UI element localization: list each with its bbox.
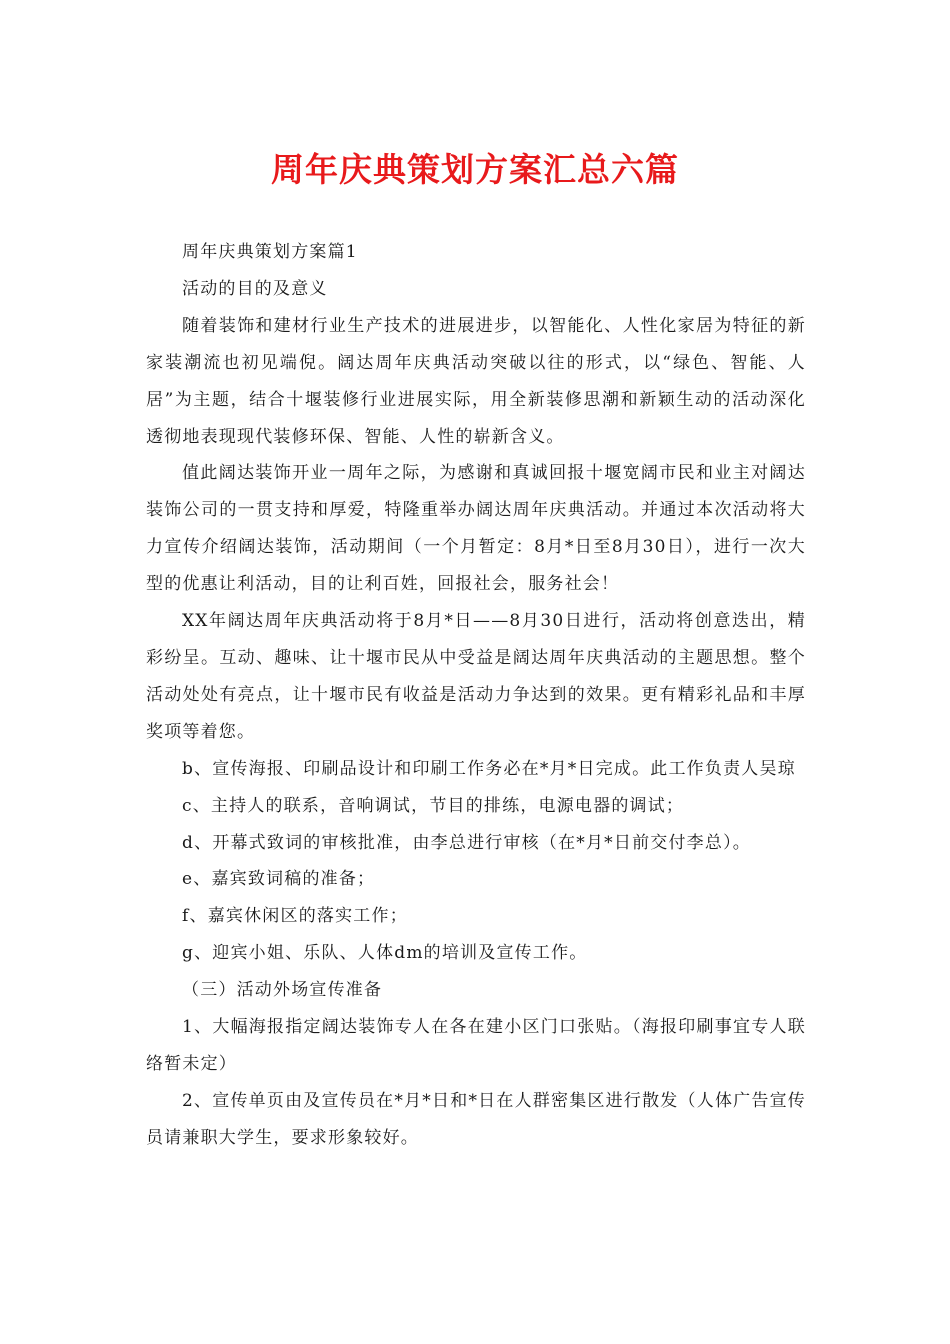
paragraph: 活动的目的及意义 (182, 278, 328, 299)
paragraph: e、嘉宾致词稿的准备； (182, 869, 376, 890)
document-title: 周年庆典策划方案汇总六篇 (271, 150, 679, 189)
paragraph: XX年阔达周年庆典活动将于8月*日——8月30日进行，活动将创意迭出，精彩纷呈。互动、趣味、让十堰市民从中受益是阔达周年庆典活动的主题思想。整个活动处处有亮点，让十堰市民有收益是活动力争达到的效果。更有精彩礼品和丰厚奖项等着您。 (146, 611, 806, 742)
paragraph: （三）活动外场宣传准备 (182, 980, 383, 1001)
paragraph: 随着装饰和建材行业生产技术的进展进步，以智能化、人性化家居为特征的新家装潮流也初见端倪。阔达周年庆典活动突破以往的形式，以“绿色、智能、人居”为主题，结合十堰装修行业进展实际，用全新装修思潮和新颖生动的活动深化透彻地表现现代装修环保、智能、人性的崭新含义。 (146, 315, 806, 447)
paragraph: 值此阔达装饰开业一周年之际，为感谢和真诚回报十堰宽阔市民和业主对阔达装饰公司的一贯支持和厚爱，特隆重举办阔达周年庆典活动。并通过本次活动将大力宣传介绍阔达装饰，活动期间（一个月暂定：8月*日至8月30日），进行一次大型的优惠让利活动，目的让利百姓，回报社会，服务社会！ (146, 463, 806, 595)
paragraph: b、宣传海报、印刷品设计和印刷工作务必在*月*日完成。此工作负责人吴琼 (182, 758, 796, 779)
paragraph: 周年庆典策划方案篇1 (182, 242, 358, 262)
paragraph: 2、宣传单页由及宣传员在*月*日和*日在人群密集区进行散发（人体广告宣传员请兼职大学生，要求形象较好。 (146, 1090, 806, 1148)
paragraph: d、开幕式致词的审核批准，由李总进行审核（在*月*日前交付李总）。 (182, 832, 751, 853)
document-body (146, 234, 806, 1157)
paragraph: 1、大幅海报指定阔达装饰专人在各在建小区门口张贴。（海报印刷事宜专人联络暂未定） (146, 1017, 806, 1074)
paragraph: g、迎宾小姐、乐队、人体dm的培训及宣传工作。 (182, 943, 588, 964)
paragraph: f、嘉宾休闲区的落实工作； (182, 906, 408, 927)
paragraph: c、主持人的联系，音响调试，节目的排练，电源电器的调试； (182, 795, 685, 816)
